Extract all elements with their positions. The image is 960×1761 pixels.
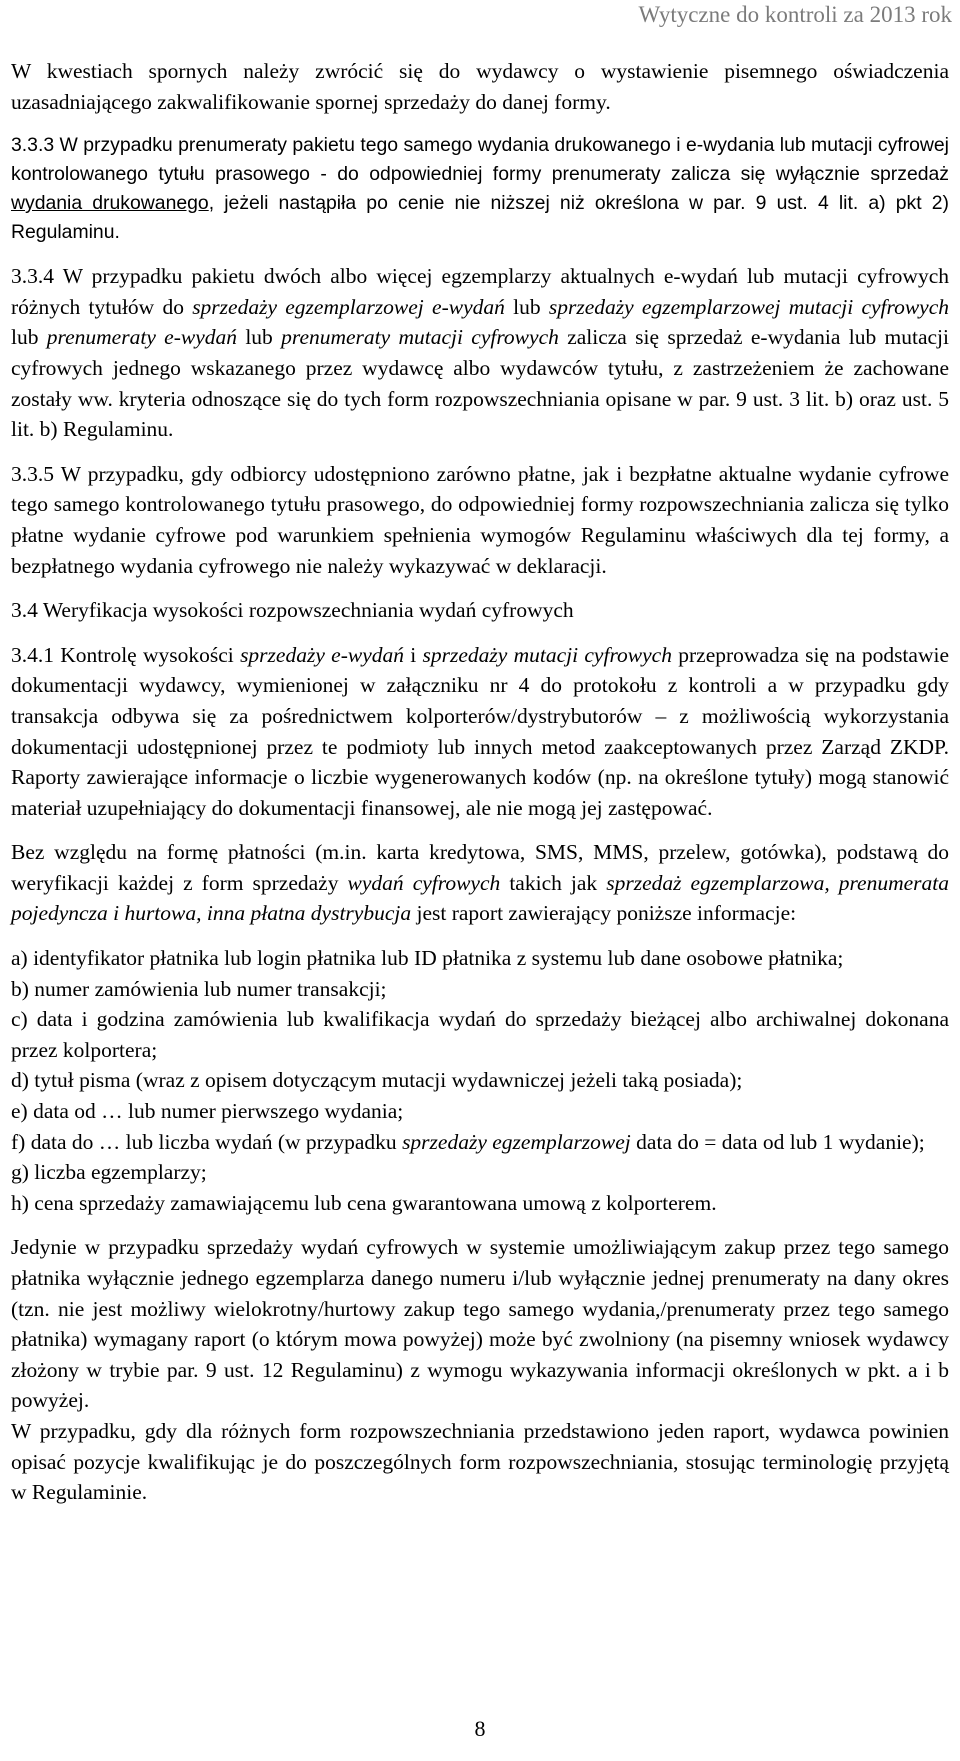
text-run: lub	[504, 294, 549, 319]
report-requirements-list	[11, 943, 949, 1218]
text-run: zalicza się sprzedaż e-wydania lub mutacji cyfrowych jednego wskazanego przez wydawcę albo wydawców tytułu, z zastrzeżeniem że zachowane zostały ww. kryteria odnoszące się do tych form rozpowszechniania opisane w par. 9 ust. 3 lit. b) oraz ust. 5 lit. b) Regulaminu.	[11, 325, 949, 442]
section-heading-3-4: 3.4 Weryfikacja wysokości rozpowszechniania wydań cyfrowych	[11, 598, 574, 623]
paragraph-disputes: W kwestiach spornych należy zwrócić się do wydawcy o wystawienie pisemnego oświadczenia uzasadniającego zakwalifikowanie spornej sprzedaży do danej formy.	[11, 59, 949, 114]
italic-term: wydań cyfrowych	[347, 870, 501, 895]
list-item-c: c) data i godzina zamówienia lub kwalifikacja wydań do sprzedaży bieżącej albo archiwalnej dokonana przez kolportera;	[11, 1007, 949, 1062]
list-item-h: h) cena sprzedaży zamawiającemu lub cena gwarantowana umową z kolporterem.	[11, 1190, 717, 1215]
underlined-text: wydania drukowanego	[11, 192, 209, 215]
text-run: , jeżeli nastąpiła po cenie nie niższej niż określona w par. 9 ust. 4 lit. a) pkt 2) Regulaminu.	[11, 192, 950, 244]
italic-term: sprzedaży egzemplarzowej	[402, 1129, 631, 1154]
page-number: 8	[474, 1716, 486, 1741]
text-run: 3.4.1 Kontrolę wysokości	[11, 642, 241, 667]
list-item-d: d) tytuł pisma (wraz z opisem dotyczącym mutacji wydawniczej jeżeli taką posiada);	[11, 1068, 743, 1093]
text-run: lub	[237, 325, 282, 350]
paragraph-single-purchase: Jedynie w przypadku sprzedaży wydań cyfrowych w systemie umożliwiającym zakup przez tego samego płatnika wyłącznie jednego egzemplarza danego numeru i/lub wyłącznie jednej prenumeraty na dany okres (tzn. nie jest możliwy wielokrotny/hurtowy zakup tego samego wydania,/prenumeraty przez tego samego płatnika) wymagany raport (o którym mowa powyżej) może być zwolniony (na pisemny wniosek wydawcy złożony w trybie par. 9 ust. 12 Regulaminu) z wymogu wykazywania informacji określonych w pkt. a i b powyżej.	[11, 1235, 949, 1413]
text-run: data do = data od lub 1 wydanie);	[630, 1129, 925, 1154]
paragraph-3-3-3	[11, 131, 949, 247]
italic-term: sprzedaży e-wydań	[240, 642, 404, 667]
paragraph-3-4-1	[11, 640, 949, 824]
text-run: 3.3.3 W przypadku prenumeraty pakietu tego samego wydania drukowanego i e-wydania lub mutacji cyfrowej kontrolowanego tytułu prasowego - do odpowiedniej formy prenumeraty zalicza się wyłącznie sprzedaż	[11, 134, 949, 186]
italic-term: prenumeraty e-wydań	[46, 325, 238, 350]
paragraph-payment-forms	[11, 837, 949, 929]
paragraph-3-3-5: 3.3.5 W przypadku, gdy odbiorcy udostępniono zarówno płatne, jak i bezpłatne aktualne wydanie cyfrowe tego samego kontrolowanego tytułu prasowego, do odpowiedniej formy rozpowszechniania zalicza się tylko płatne wydanie cyfrowe pod warunkiem spełnienia wymogów Regulaminu właściwych dla tej formy, a bezpłatnego wydania cyfrowego nie należy wykazywać w deklaracji.	[11, 461, 949, 578]
text-run: jest raport zawierający poniższe informacje:	[411, 901, 797, 926]
italic-term: sprzedaż egzemplarzowa, prenumerata pojedyncza i hurtowa, inna płatna dystrybucja	[11, 870, 950, 926]
text-run: przeprowadza się na podstawie dokumentacji wydawcy, wymienionej w załączniku nr 4 do protokołu z kontroli a w przypadku gdy transakcja odbywa się za pośrednictwem kolporterów/dystrybutorów – z możliwością wykorzystania dokumentacji udostępnionej przez te podmioty lub innych metod zaakceptowanych przez Zarząd ZKDP. Raporty zawierające informacje o liczbie wygenerowanych kodów (np. na określone tytuły) mogą stanowić materiał uzupełniający do dokumentacji finansowej, ale nie mogą jej zastępować.	[11, 642, 949, 820]
italic-term: sprzedaży egzemplarzowej e-wydań	[192, 294, 505, 319]
text-run: 3.3.4 W przypadku pakietu dwóch albo więcej egzemplarzy aktualnych e-wydań lub mutacji cyfrowych różnych tytułów do	[11, 264, 949, 319]
list-item-e: e) data od … lub numer pierwszego wydania;	[11, 1099, 404, 1124]
paragraph-single-report: W przypadku, gdy dla różnych form rozpowszechniania przedstawiono jeden raport, wydawca powinien opisać pozycje kwalifikując je do poszczególnych form rozpowszechniania, stosując terminologię przyjętą w Regulaminie.	[11, 1418, 949, 1505]
text-run: Bez względu na formę płatności (m.in. karta kredytowa, SMS, MMS, przelew, gotówka), podstawą do weryfikacji każdej z form sprzedaży	[11, 840, 949, 895]
list-item-a: a) identyfikator płatnika lub login płatnika lub ID płatnika z systemu lub dane osobowe płatnika;	[11, 946, 844, 971]
running-header: Wytyczne do kontroli za 2013 rok	[638, 2, 952, 27]
italic-term: sprzedaży mutacji cyfrowych	[422, 642, 672, 667]
list-item-g: g) liczba egzemplarzy;	[11, 1160, 207, 1185]
italic-term: prenumeraty mutacji cyfrowych	[281, 325, 559, 350]
paragraph-3-3-4	[11, 261, 949, 445]
text-run: i	[403, 642, 423, 667]
text-run: lub	[11, 325, 47, 350]
list-item-b: b) numer zamówienia lub numer transakcji;	[11, 976, 387, 1001]
italic-term: sprzedaży egzemplarzowej mutacji cyfrowych	[548, 294, 949, 319]
document-body	[11, 56, 949, 1522]
list-item-f	[11, 1127, 949, 1158]
text-run: takich jak	[500, 870, 607, 895]
text-run: f) data do … lub liczba wydań (w przypadku	[11, 1129, 403, 1154]
